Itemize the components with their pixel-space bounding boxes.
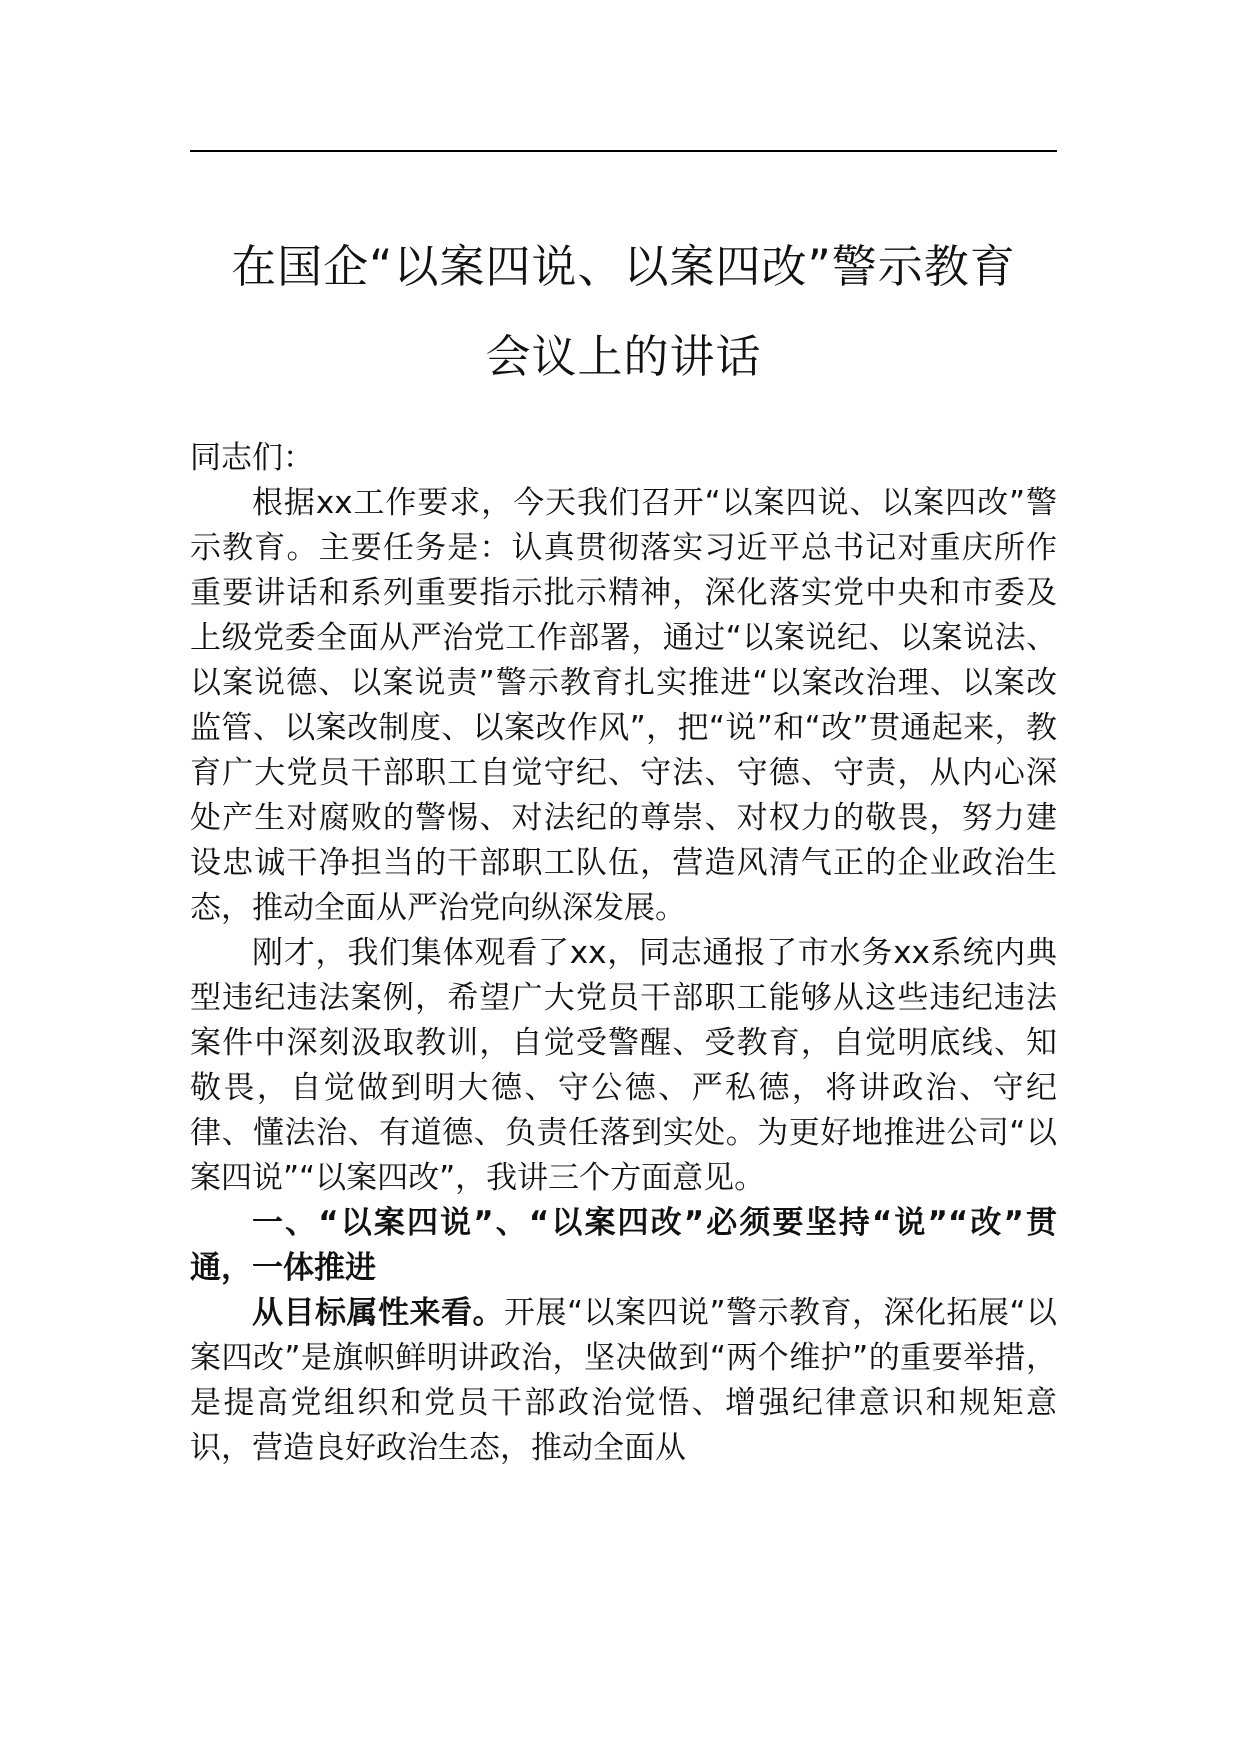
title-line-1: 在国企“以案四说、以案四改”警示教育 xyxy=(231,240,1016,293)
salutation: 同志们： xyxy=(190,440,314,476)
title-line-2: 会议上的讲话 xyxy=(485,330,762,383)
document-body xyxy=(190,436,1057,1471)
header-rule xyxy=(190,150,1057,152)
section-1-heading: 一、“以案四说”、“以案四改”必须要坚持“说”“改”贯通，一体推进 xyxy=(190,1205,1057,1286)
paragraph-3-lead: 从目标属性来看。 xyxy=(252,1295,504,1331)
paragraph-3 xyxy=(190,1291,1057,1471)
paragraph-2: 刚才，我们集体观看了xx，同志通报了市水务xx系统内典型违纪违法案例，希望广大党员干部职工能够从这些违纪违法案件中深刻汲取教训，自觉受警醒、受教育，自觉明底线、知敬畏，自觉做到明大德、守公德、严私德，将讲政治、守纪律、懂法治、有道德、负责任落到实处。为更好地推进公司“以案四说”“以案四改”，我讲三个方面意见。 xyxy=(190,935,1057,1196)
paragraph-1: 根据xx工作要求，今天我们召开“以案四说、以案四改”警示教育。主要任务是：认真贯彻落实习近平总书记对重庆所作重要讲话和系列重要指示批示精神，深化落实党中央和市委及上级党委全面从严治党工作部署，通过“以案说纪、以案说法、以案说德、以案说责”警示教育扎实推进“以案改治理、以案改监管、以案改制度、以案改作风”，把“说”和“改”贯通起来，教育广大党员干部职工自觉守纪、守法、守德、守责，从内心深处产生对腐败的警惕、对法纪的尊崇、对权力的敬畏，努力建设忠诚干净担当的干部职工队伍，营造风清气正的企业政治生态，推动全面从严治党向纵深发展。 xyxy=(190,485,1057,926)
document-title xyxy=(190,222,1057,402)
paragraph-3-body: 开展“以案四说”警示教育，深化拓展“以案四改”是旗帜鲜明讲政治，坚决做到“两个维护”的重要举措，是提高党组织和党员干部政治觉悟、增强纪律意识和规矩意识，营造良好政治生态，推动全面从 xyxy=(190,1295,1058,1466)
